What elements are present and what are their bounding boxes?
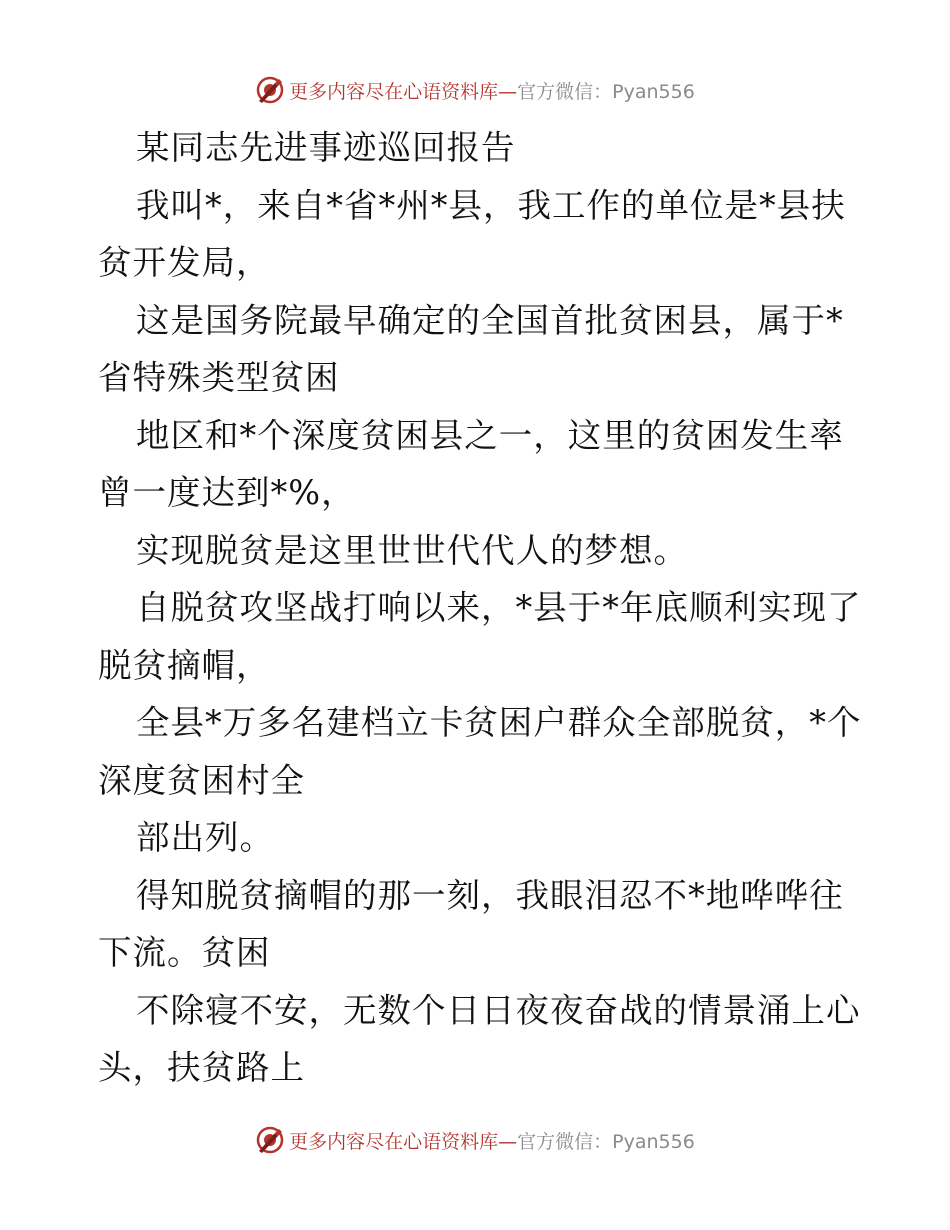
footer-banner [0,1120,950,1160]
pen-logo-icon [255,1125,285,1155]
paragraph-line: 省特殊类型贫困 [98,358,340,397]
paragraph-line: 曾一度达到*%， [98,473,356,512]
paragraph-line: 部出列。 [136,818,274,857]
pen-logo-icon [255,75,285,105]
banner-text: 更多内容尽在心语资料库— [289,80,518,103]
paragraph-line: 自脱贫攻坚战打响以来，*县于*年底顺利实现了 [136,588,862,627]
paragraph-line: 得知脱贫摘帽的那一刻，我眼泪忍不*地哗哗往 [136,875,844,915]
document-title: 某同志先进事迹巡回报告 [136,128,516,167]
paragraph-line: 地区和*个深度贫困县之一，这里的贫困发生率 [136,415,844,455]
header-banner [0,70,950,110]
banner-wechat: 官方微信：Pyan556 [517,1130,695,1153]
paragraph-line: 贫开发局， [98,243,271,282]
paragraph-line: 全县*万多名建档立卡贫困户群众全部脱贫，*个 [136,703,862,742]
paragraph-line: 深度贫困村全 [98,760,305,800]
paragraph-line: 下流。贫困 [98,933,271,972]
paragraph-line: 这是国务院最早确定的全国首批贫困县，属于* [136,300,844,340]
document-body [98,119,862,1097]
paragraph-line: 头，扶贫路上 [98,1048,305,1087]
paragraph-line: 不除寝不安，无数个日日夜夜奋战的情景涌上心 [136,990,861,1030]
banner-wechat: 官方微信：Pyan556 [517,80,695,103]
paragraph-line: 我叫*，来自*省*州*县，我工作的单位是*县扶 [136,185,846,225]
paragraph-line: 实现脱贫是这里世世代代人的梦想。 [136,530,688,570]
paragraph-line: 脱贫摘帽， [98,645,271,685]
banner-text: 更多内容尽在心语资料库— [289,1130,518,1153]
